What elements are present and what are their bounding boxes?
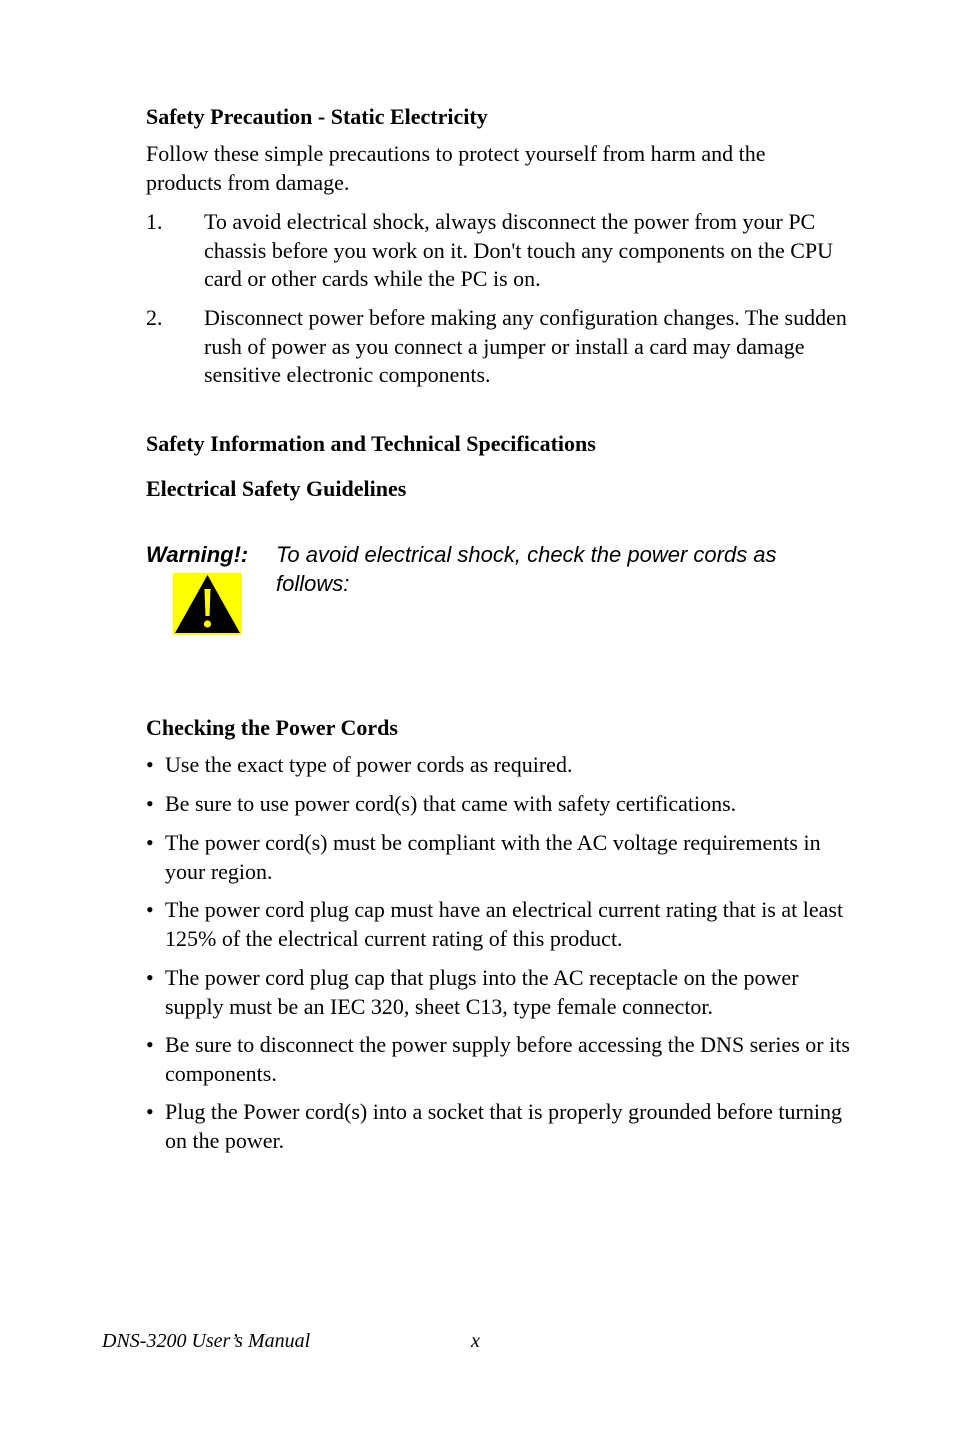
list-item: The power cord(s) must be compliant with the AC voltage requirements in your region. xyxy=(165,830,821,884)
list-item: Be sure to disconnect the power supply before accessing the DNS series or its components. xyxy=(165,1032,850,1086)
bullet-icon: • xyxy=(146,791,154,816)
warning-label: Warning!: xyxy=(146,542,249,567)
list-item-number: 1. xyxy=(146,209,163,234)
warning-text: To avoid electrical shock, check the power cords as follows: xyxy=(276,542,777,596)
list-item: Be sure to use power cord(s) that came with safety certifications. xyxy=(165,791,737,816)
footer-page-number: x xyxy=(471,1330,480,1352)
bullet-icon: • xyxy=(146,965,154,990)
static-electricity-heading: Safety Precaution - Static Electricity xyxy=(146,104,488,129)
bullet-icon: • xyxy=(146,752,154,777)
warning-triangle-icon xyxy=(173,573,242,635)
list-item: The power cord plug cap must have an electrical current rating that is at least 125% of the electrical current rating of this product. xyxy=(165,897,844,951)
static-intro-paragraph: Follow these simple precautions to protect yourself from harm and the products from damage. xyxy=(146,141,766,195)
list-item: The power cord plug cap that plugs into the AC receptacle on the power supply must be an IEC 320, sheet C13, type female connector. xyxy=(165,965,799,1019)
bullet-icon: • xyxy=(146,830,154,855)
bullet-icon: • xyxy=(146,897,154,922)
safety-info-heading: Safety Information and Technical Specifications xyxy=(146,431,596,456)
list-item: Use the exact type of power cords as required. xyxy=(165,752,573,777)
list-item: Plug the Power cord(s) into a socket that is properly grounded before turning on the power. xyxy=(165,1099,842,1153)
footer-manual-title: DNS-3200 User’s Manual xyxy=(102,1330,311,1352)
bullet-icon: • xyxy=(146,1032,154,1057)
electrical-guidelines-subheading: Electrical Safety Guidelines xyxy=(146,476,407,501)
list-item-text: Disconnect power before making any configuration changes. The sudden rush of power as you connect a jumper or install a card may damage sensitive electronic components. xyxy=(204,305,847,388)
bullet-icon: • xyxy=(146,1099,154,1124)
list-item-text: To avoid electrical shock, always disconnect the power from your PC chassis before you work on it. Don't touch any components on the CPU card or other cards while the PC is on. xyxy=(204,209,834,292)
list-item-number: 2. xyxy=(146,305,163,330)
power-cords-heading: Checking the Power Cords xyxy=(146,715,398,740)
